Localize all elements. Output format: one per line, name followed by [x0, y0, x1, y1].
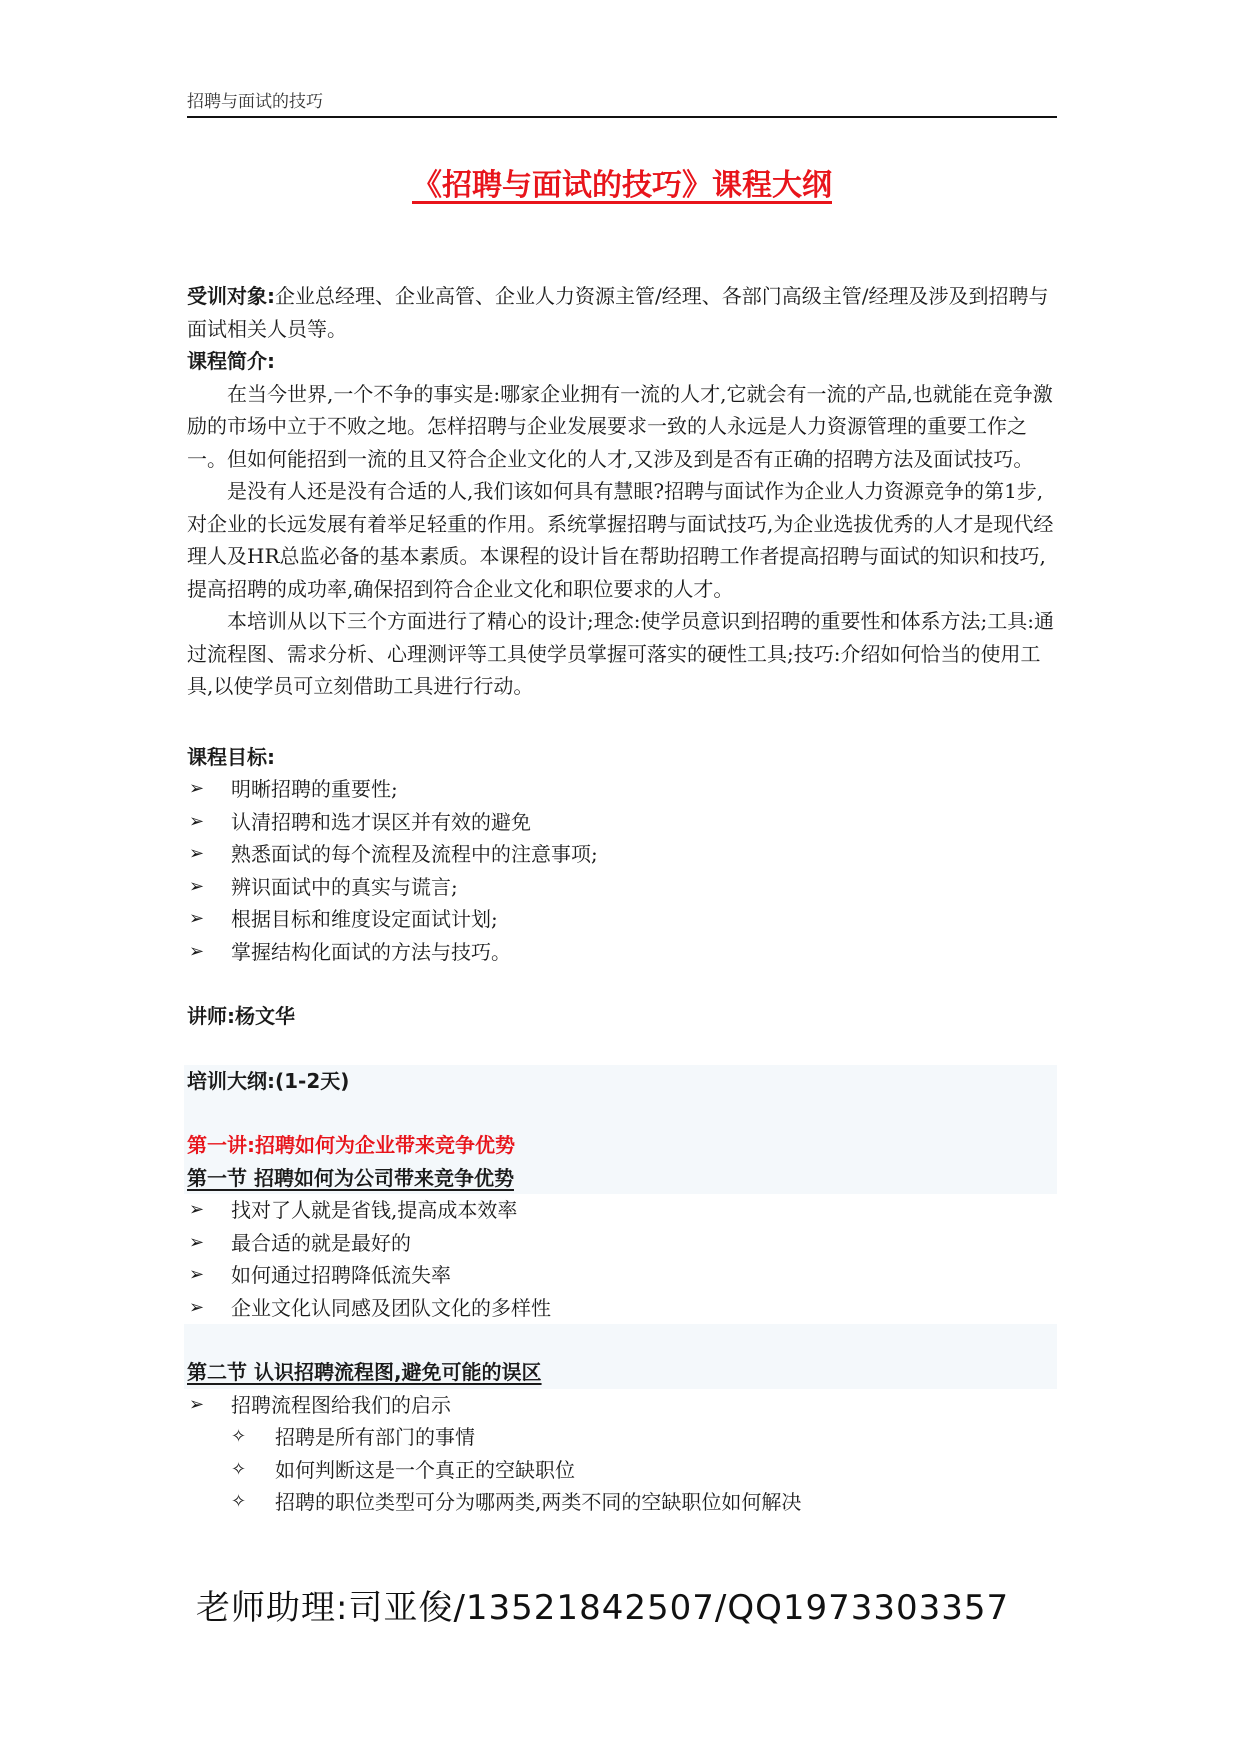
intro-label: 课程简介:	[187, 349, 275, 373]
arrow-bullet-icon: ➢	[189, 1231, 205, 1253]
goal-text: 掌握结构化面试的方法与技巧。	[231, 939, 511, 964]
running-title: 招聘与面试的技巧	[187, 92, 323, 112]
item-text: 如何通过招聘降低流失率	[231, 1263, 451, 1287]
section-1-list	[187, 1194, 1057, 1324]
goals-list	[187, 773, 1057, 968]
arrow-bullet-icon: ➢	[189, 875, 205, 897]
audience-paragraph	[187, 280, 1057, 345]
section-2-list	[187, 1389, 1057, 1422]
list-item	[187, 1486, 1057, 1519]
list-item	[187, 936, 1057, 969]
list-item	[187, 1454, 1057, 1487]
intro-paragraph-1: 在当今世界,一个不争的事实是:哪家企业拥有一流的人才,它就会有一流的产品,也就能在竞争激励的市场中立于不败之地。怎样招聘与企业发展要求一致的人永远是人力资源管理的重要工作之一。但如何能招到一流的且又符合企业文化的人才,又涉及到是否有正确的招聘方法及面试技巧。	[187, 381, 1053, 471]
diamond-bullet-icon: ✧	[231, 1491, 247, 1512]
list-item	[187, 903, 1057, 936]
audience-label: 受训对象:	[187, 284, 275, 308]
item-text: 招聘的职位类型可分为哪两类,两类不同的空缺职位如何解决	[275, 1490, 802, 1514]
item-text: 如何判断这是一个真正的空缺职位	[275, 1457, 575, 1482]
goal-text: 认清招聘和选才误区并有效的避免	[231, 809, 531, 834]
arrow-bullet-icon: ➢	[189, 1393, 205, 1415]
intro-paragraph-3: 本培训从以下三个方面进行了精心的设计;理念:使学员意识到招聘的重要性和体系方法;工具:通过流程图、需求分析、心理测评等工具使学员掌握可落实的硬性工具;技巧:介绍如何恰当的使用工具,以使学员可立刻借助工具进行行动。	[187, 609, 1054, 698]
arrow-bullet-icon: ➢	[189, 940, 205, 962]
assistant-contact: 老师助理:司亚俊/13521842507/QQ1973303357	[196, 1588, 1010, 1628]
list-item	[187, 1421, 1057, 1454]
section-2-title: 第二节 认识招聘流程图,避免可能的误区	[187, 1360, 542, 1384]
goal-text: 根据目标和维度设定面试计划;	[231, 907, 498, 931]
list-item	[187, 806, 1057, 839]
section-2-sublist	[187, 1421, 1057, 1519]
diamond-bullet-icon: ✧	[231, 1426, 247, 1447]
item-text: 找对了人就是省钱,提高成本效率	[231, 1198, 518, 1222]
list-item	[187, 1292, 1057, 1325]
document-body	[187, 280, 1057, 1519]
arrow-bullet-icon: ➢	[189, 778, 205, 799]
diamond-bullet-icon: ✧	[231, 1458, 247, 1480]
instructor-line: 讲师:杨文华	[187, 1004, 295, 1028]
arrow-bullet-icon: ➢	[189, 1296, 205, 1318]
section-2-band	[184, 1324, 1057, 1389]
intro-paragraph-2: 是没有人还是没有合适的人,我们该如何具有慧眼?招聘与面试作为企业人力资源竞争的第1步,对企业的长远发展有着举足轻重的作用。系统掌握招聘与面试技巧,为企业选拔优秀的人才是现代经理人及HR总监必备的基本素质。本课程的设计旨在帮助招聘工作者提高招聘与面试的知识和技巧,提高招聘的成功率,确保招到符合企业文化和职位要求的人才。	[187, 479, 1054, 601]
list-item	[187, 1259, 1057, 1292]
list-item	[187, 1194, 1057, 1227]
item-text: 企业文化认同感及团队文化的多样性	[231, 1295, 551, 1320]
audience-text: 企业总经理、企业高管、企业人力资源主管/经理、各部门高级主管/经理及涉及到招聘与面试相关人员等。	[187, 284, 1049, 341]
list-item	[187, 773, 1057, 806]
item-text: 最合适的就是最好的	[231, 1230, 411, 1255]
goals-label: 课程目标:	[187, 744, 275, 769]
section-1-title: 第一节 招聘如何为公司带来竞争优势	[187, 1165, 514, 1190]
list-item	[187, 871, 1057, 904]
item-text: 招聘流程图给我们的启示	[231, 1392, 451, 1417]
arrow-bullet-icon: ➢	[189, 810, 205, 832]
outline-band	[184, 1065, 1057, 1195]
list-item	[187, 1389, 1057, 1422]
arrow-bullet-icon: ➢	[189, 1199, 205, 1220]
item-text: 招聘是所有部门的事情	[275, 1425, 475, 1449]
goal-text: 明晰招聘的重要性;	[231, 777, 398, 801]
lecture-1-title: 第一讲:招聘如何为企业带来竞争优势	[187, 1133, 515, 1157]
document-title: 《招聘与面试的技巧》课程大纲	[412, 168, 832, 203]
running-header	[187, 88, 1057, 118]
list-item	[187, 838, 1057, 871]
outline-label: 培训大纲:(1-2天)	[187, 1068, 350, 1093]
goal-text: 辨识面试中的真实与谎言;	[231, 874, 458, 899]
arrow-bullet-icon: ➢	[189, 843, 205, 864]
arrow-bullet-icon: ➢	[189, 908, 205, 929]
goal-text: 熟悉面试的每个流程及流程中的注意事项;	[231, 842, 598, 866]
arrow-bullet-icon: ➢	[189, 1264, 205, 1285]
list-item	[187, 1227, 1057, 1260]
